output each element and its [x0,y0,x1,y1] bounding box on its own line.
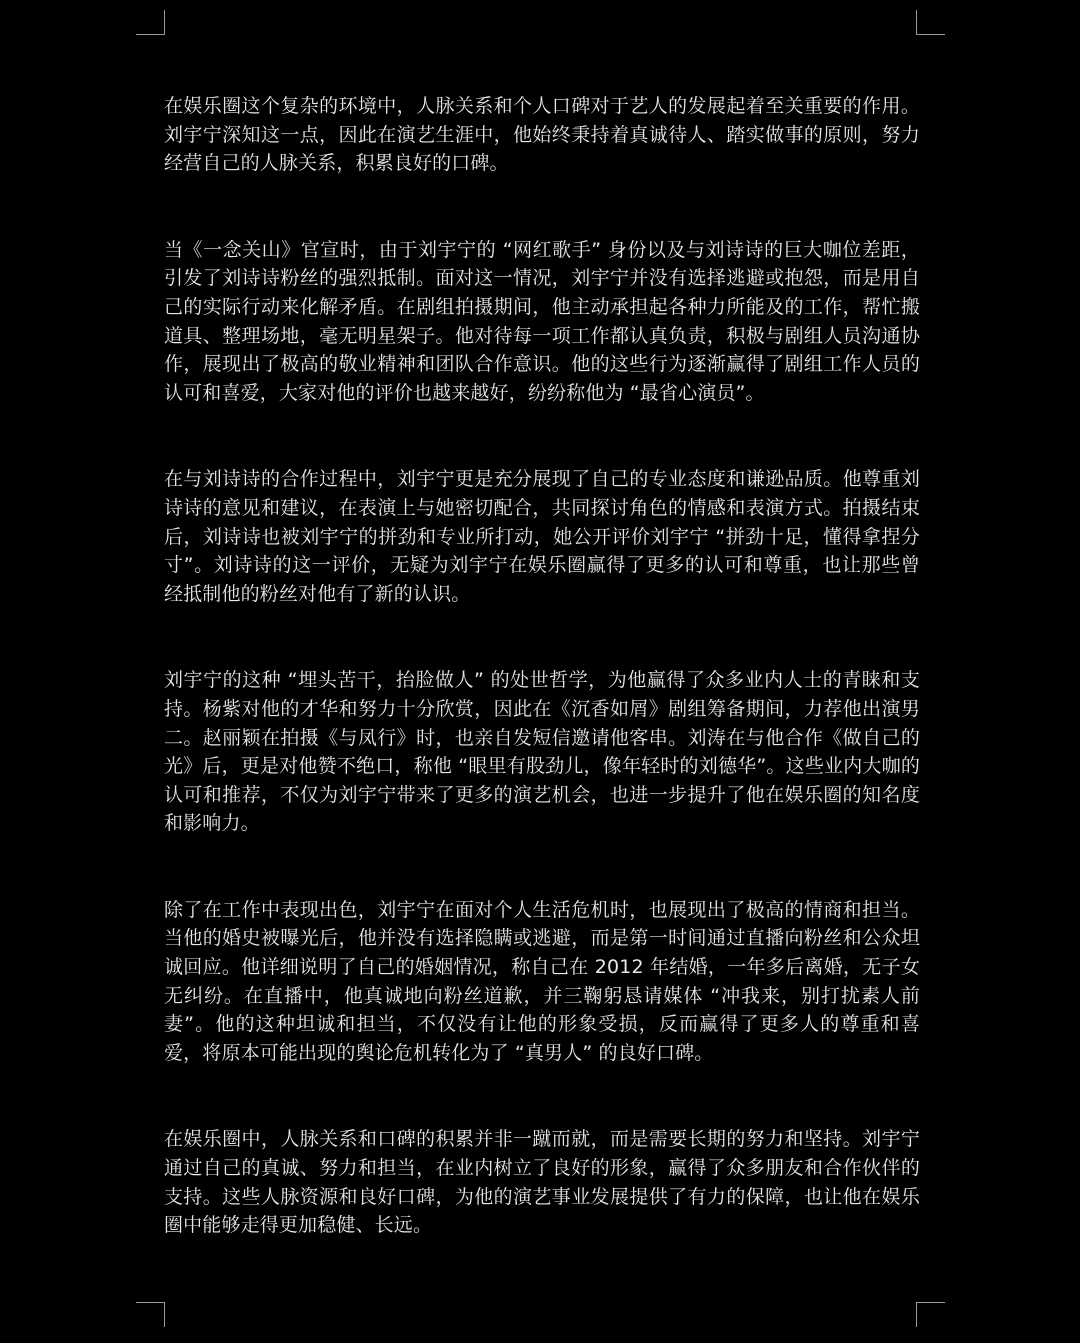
paragraph-6: 在娱乐圈中，人脉关系和口碑的积累并非一蹴而就，而是需要长期的努力和坚持。刘宇宁通过自己的真诚、努力和担当，在业内树立了良好的形象，赢得了众多朋友和合作伙伴的支持。这些人脉资源和良好口碑，为他的演艺事业发展提供了有力的保障，也让他在娱乐圈中能够走得更加稳健、长远。 [164,1128,920,1237]
crop-mark-bottom-left [136,1302,165,1327]
crop-mark-top-left [136,10,165,35]
document-body [164,92,920,1240]
paragraph-4: 刘宇宁的这种 “埋头苦干，抬脸做人” 的处世哲学，为他赢得了众多业内人士的青睐和支持。杨紫对他的才华和努力十分欣赏，因此在《沉香如屑》剧组筹备期间，力荐他出演男二。赵丽颖在拍摄《与凤行》时，也亲自发短信邀请他客串。刘涛在与他合作《做自己的光》后，更是对他赞不绝口，称他 “眼里有股劲儿，像年轻时的刘德华”。这些业内大咖的认可和推荐，不仅为刘宇宁带来了更多的演艺机会，也进一步提升了他在娱乐圈的知名度和影响力。 [164,669,920,835]
crop-mark-top-right [916,10,945,35]
paragraph-2: 当《一念关山》官宣时，由于刘宇宁的 “网红歌手” 身份以及与刘诗诗的巨大咖位差距，引发了刘诗诗粉丝的强烈抵制。面对这一情况，刘宇宁并没有选择逃避或抱怨，而是用自己的实际行动来化解矛盾。在剧组拍摄期间，他主动承担起各种力所能及的工作，帮忙搬道具、整理场地，毫无明星架子。他对待每一项工作都认真负责，积极与剧组人员沟通协作，展现出了极高的敬业精神和团队合作意识。他的这些行为逐渐赢得了剧组工作人员的认可和喜爱，大家对他的评价也越来越好，纷纷称他为 “最省心演员”。 [164,238,920,404]
paragraph-1: 在娱乐圈这个复杂的环境中，人脉关系和个人口碑对于艺人的发展起着至关重要的作用。刘宇宁深知这一点，因此在演艺生涯中，他始终秉持着真诚待人、踏实做事的原则，努力经营自己的人脉关系，积累良好的口碑。 [164,95,920,175]
paragraph-5: 除了在工作中表现出色，刘宇宁在面对个人生活危机时，也展现出了极高的情商和担当。当他的婚史被曝光后，他并没有选择隐瞒或逃避，而是第一时间通过直播向粉丝和公众坦诚回应。他详细说明了自己的婚姻情况，称自己在 2012 年结婚，一年多后离婚，无子女无纠纷。在直播中，他真诚地向粉丝道歉，并三鞠躬恳请媒体 “冲我来，别打扰素人前妻”。他的这种坦诚和担当，不仅没有让他的形象受损，反而赢得了更多人的尊重和喜爱，将原本可能出现的舆论危机转化为了 “真男人” 的良好口碑。 [164,898,920,1064]
crop-mark-bottom-right [916,1302,945,1327]
paragraph-3: 在与刘诗诗的合作过程中，刘宇宁更是充分展现了自己的专业态度和谦逊品质。他尊重刘诗诗的意见和建议，在表演上与她密切配合，共同探讨角色的情感和表演方式。拍摄结束后，刘诗诗也被刘宇宁的拼劲和专业所打动，她公开评价刘宇宁 “拼劲十足，懂得拿捏分寸”。刘诗诗的这一评价，无疑为刘宇宁在娱乐圈赢得了更多的认可和尊重，也让那些曾经抵制他的粉丝对他有了新的认识。 [164,468,920,605]
